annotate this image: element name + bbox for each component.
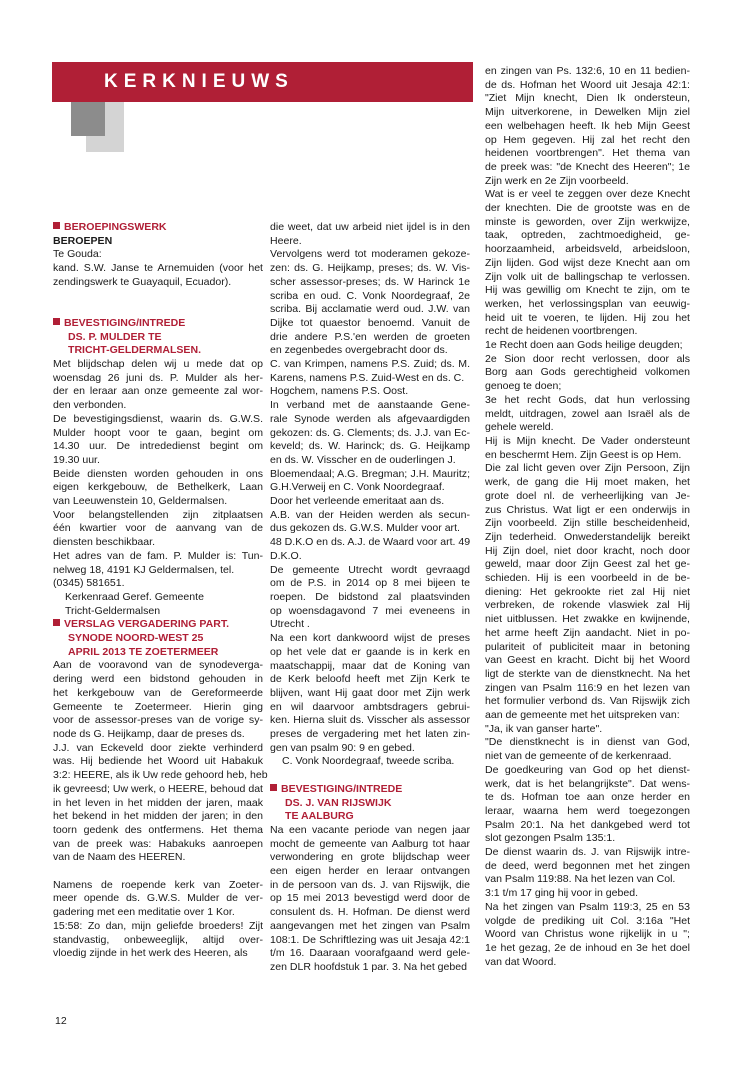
text-line: 19.30 uur. (53, 453, 100, 466)
text-line: heid uit te voeren, te lijden. Hij zou het (485, 311, 690, 324)
text-line: keveld; ds. W. Harinck; ds. G. Heijkamp (270, 440, 470, 453)
text-line: drie andere P.S.'en werden de groeten (270, 330, 470, 343)
text-line: De gemeente Utrecht wordt gevraagd (270, 563, 470, 576)
text-line: de Kerk beloofd heeft met Zijn Kerk te (270, 673, 470, 686)
text-line: schieden. Hij is een voorbeeld in de be- (485, 572, 690, 585)
text-line: Het adres van de fam. P. Mulder is: Tun- (53, 549, 263, 562)
text-line: Heere. (270, 234, 302, 247)
text-line: van Psalm 119:88. Na het lezen van Col. (485, 873, 676, 886)
text-line: Namens de roepende kerk van Zoeter- (53, 878, 263, 891)
text-line: De dienst waarin ds. J. van Rijswijk intre- (485, 846, 690, 859)
text-line: voor de assessor-preses van de vorige sy- (53, 714, 263, 727)
text-line: zen DLR hoofdstuk 1 par. 3. Na het gebed (270, 960, 468, 973)
text-line: slot gezongen Psalm 135:1. (485, 832, 616, 845)
text-column-middle (270, 221, 470, 975)
text-line: van de preek was: Habakuks aanroepen (53, 837, 263, 850)
text-line: dus gekozen ds. G.W.S. Mulder voor art. (270, 522, 460, 535)
section-heading: TRICHT-GELDERMALSEN. (68, 344, 202, 357)
text-line: van dat Woord. (485, 955, 557, 968)
text-line: Die zal licht geven over Zijn Persoon, Zijn (485, 462, 690, 475)
text-line: van Geest en kracht. Dicht bij het Woord (485, 654, 690, 667)
text-line: Voor belangstellenden zijn zitplaatsen (53, 508, 263, 521)
section-heading: DS. J. VAN RIJSWIJK (285, 796, 392, 809)
text-line: op 15 mei 2013 bevestigd werd door de (270, 892, 470, 905)
text-line: consulent ds. H. Hofman. De dienst werd (270, 906, 470, 919)
heading-bullet-icon (270, 784, 277, 791)
text-line: Woord van Christus wone rijkelijk in u "; (485, 928, 690, 941)
text-line: D.K.O. (270, 549, 302, 562)
text-line: Hij was gewillig om Knecht te zijn, om te (485, 284, 690, 297)
text-line: om de P.S. in 2014 op 8 mei bijeen te (270, 577, 470, 590)
text-line: zendingswerk te Guayaquil, Ecuador). (53, 275, 232, 288)
text-line: dering werd een bidstond gehouden in (53, 673, 263, 686)
section-heading: BEVESTIGING/INTREDE (53, 317, 263, 331)
text-line: diening: Het gekrookte riet zal Hij niet (485, 585, 690, 598)
text-line: den verbonden. (53, 399, 127, 412)
text-line: G.H.Verweij en C. Vonk Noordegraaf. (270, 481, 445, 494)
text-line: In verband met de aanstaande Gene- (270, 399, 470, 412)
text-line: het arme heeft Zijn aandacht. Niet in po- (485, 626, 690, 639)
text-line: zen: ds. G. Heijkamp, preses; ds. W. Vis- (270, 262, 470, 275)
text-line: Zijn werk en 2e Zijn voorbeeld. (485, 174, 629, 187)
text-line: was. Hij bediende het Woord uit Habakuk (53, 755, 263, 768)
text-line: taak, optreden, zachtmoedigheid, ge- (485, 229, 690, 242)
text-line: der knechten. Die de grootste was en de (485, 202, 690, 215)
text-line: Door het verleende emeritaat aan ds. (270, 495, 445, 508)
text-line: hoorzaamheid, arbeidsveld, arbeidsloon, (485, 243, 690, 256)
text-line: Utrecht . (270, 618, 310, 631)
text-line: "Ziet Mijn knecht, Dien Ik ondersteun, (485, 92, 690, 105)
text-line: grote doel nl. de verheerlijking van Je- (485, 489, 690, 502)
text-line: op woensdagavond 7 mei eveneens in (270, 604, 470, 617)
text-line: ligt de sterkte van de dienstknecht. Na het (485, 667, 690, 680)
text-line: Mijn uitverkorene, in Dewelken Mijn ziel (485, 106, 690, 119)
text-line: minste is geworden, over Zijn werkwijze, (485, 215, 690, 228)
text-line: niet van de gemeente of de kerkenraad. (485, 750, 672, 763)
text-line: (0345) 581651. (53, 577, 125, 590)
text-line: zingen van Psalm 116:9 en het lezen van (485, 681, 690, 694)
heading-bullet-icon (53, 318, 60, 325)
text-line: Wat is er veel te zeggen over deze Knecht (485, 188, 690, 201)
text-line: die weet, dat uw arbeid niet ijdel is in den (270, 221, 470, 233)
text-line: Psalm 20:1. Na het dankgebed werd tot (485, 818, 690, 831)
text-line: volgde de prediking uit Col. 3:16a "Het (485, 914, 690, 927)
text-line: scriba en oud. C. Vonk Noordegraaf, 2e (270, 289, 470, 302)
text-line: 108:1. De Schriftlezing was uit Jesaja 42:1 (270, 933, 470, 946)
text-line: werk, de gang die Hij moet maken, het (485, 476, 690, 489)
text-line: en ds. W. Visscher en de ouderlingen J. (270, 453, 456, 466)
text-line: leraar, waarna hem werd toegezongen (485, 804, 690, 817)
text-line: 14.30 uur. De intrededienst begint om (53, 440, 263, 453)
text-line: en zingen van Ps. 132:6, 10 en 11 bedien- (485, 65, 690, 77)
text-line: niet uitblussen. Het zwakke en kwijnende, (485, 613, 690, 626)
text-line: meldt, uitdragen, zowel aan Israël als de (485, 407, 690, 420)
text-line: van de Naam des HEEREN. (53, 851, 186, 864)
text-line: Gemeente te Zoetermeer. Hierin ging (53, 700, 263, 713)
signature-line: Tricht-Geldermalsen (65, 604, 161, 617)
text-line: mocht de gemeente van Aalburg tot haar (270, 837, 470, 850)
text-line: node ds G. Heijkamp, daar de preses ds. (53, 727, 245, 740)
section-title: KERKNIEUWS (104, 71, 294, 92)
text-line: toorn gedenk des ontfermens. Het thema (53, 823, 263, 836)
text-line: een welbehagen heeft. Ik heb Mijn Geest (485, 119, 690, 132)
section-heading: VERSLAG VERGADERING PART. (53, 618, 263, 632)
text-line: werk, dat is het belangrijkste". Dat wens- (485, 777, 690, 790)
heading-bullet-icon (53, 222, 60, 229)
section-heading: SYNODE NOORD-WEST 25 (68, 632, 204, 645)
text-line: Mulder hoopt voor te gaan, begint om (53, 426, 263, 439)
text-line: zus Christus. Wat ligt er een onderwijs in (485, 503, 690, 516)
text-line: 3e het recht Gods, dat hun verlossing (485, 393, 690, 406)
text-line: meer opende ds. G.W.S. Mulder de ver- (53, 892, 263, 905)
text-line: woensdag 26 juni ds. P. Mulder als her- (53, 371, 263, 384)
text-line: 3:1 t/m 17 ging hij voor in gebed. (485, 887, 639, 900)
text-line: vloedig zijnde in het werk des Heeren, als (53, 947, 248, 960)
text-line: geweld, maar door Zijn Geest zal het ge- (485, 558, 690, 571)
text-line: het bekend in het midden der jaren; in den (53, 810, 263, 823)
text-line: gekozen: ds. G. Clements; ds. J.J. van Ec- (270, 426, 470, 439)
text-line: Karens, namens P.S. Zuid-West en ds. C. (270, 371, 465, 384)
text-line: in het leven in het midden der jaren, maak (53, 796, 263, 809)
section-heading: APRIL 2013 TE ZOETERMEER (68, 645, 219, 658)
text-line: en wil daarvoor ambtsdragers gebrui- (270, 700, 470, 713)
text-line: en beschermt Hem. Zijn Geest is op Hem. (485, 448, 682, 461)
section-heading: BEVESTIGING/INTREDE (270, 783, 470, 797)
text-line: diensten beschikbaar. (53, 536, 156, 549)
heading-bullet-icon (53, 619, 60, 626)
text-line: Aan de vooravond van de synodeverga- (53, 659, 263, 672)
text-line: werken, het verlossingsplan van eeuwig- (485, 297, 690, 310)
text-line: gadering met een meditatie over 1 Kor. (53, 906, 235, 919)
blank-line (53, 290, 263, 304)
text-line: Zijn tederheid. Onwederstandelijk bereikt (485, 530, 690, 543)
text-line: t/m 16. Daaraan voorafgaand werd gele- (270, 947, 470, 960)
text-line: De goedkeuring van God op het dienst- (485, 763, 690, 776)
text-line: blijven, want Hij gaat door met Zijn werk (270, 686, 470, 699)
text-line: rale Synode werden als afgevaardigden (270, 412, 470, 425)
subheading: BEROEPEN (53, 234, 113, 247)
text-line: Beide diensten worden gehouden in ons (53, 467, 263, 480)
text-line: te ds. Hofman toe aan onze herder en (485, 791, 690, 804)
text-line: een eigen herder en leraar ontvangen (270, 865, 470, 878)
text-line: 2e Sion door recht verlossen, door als (485, 352, 690, 365)
text-line: de deed, werd begonnen met het zingen (485, 859, 690, 872)
signature-line: Kerkenraad Geref. Gemeente (65, 590, 204, 603)
signature-line: C. Vonk Noordegraaf, tweede scriba. (282, 755, 455, 768)
decorative-square-dark (71, 102, 105, 136)
text-line: nelweg 18, 4191 KJ Geldermalsen, tel. (53, 563, 235, 576)
text-line: scher assessor-preses; ds. W Harinck 1e (270, 275, 470, 288)
text-column-left (53, 221, 268, 961)
section-heading: TE AALBURG (285, 810, 354, 823)
text-line: Met blijdschap delen wij u mede dat op (53, 358, 263, 370)
text-line: 3:2: HEERE, als ik Uw rede gehoord heb, heb (53, 769, 268, 782)
text-line: Zijn lijden. God wijst deze Knecht aan om (485, 256, 690, 269)
text-line: Na een vacante periode van negen jaar (270, 823, 470, 836)
text-line: maatschappij, maar dat de Koning van (270, 659, 470, 672)
text-line: het kerkgebouw van de Gereformeerde (53, 686, 263, 699)
blank-line (53, 303, 263, 317)
text-line: pulariteit of publiciteit maar in betoning (485, 640, 690, 653)
text-line: Zijn volk uit de ballingschap te verlossen. (485, 270, 690, 283)
text-line: Na het zingen van Psalm 119:3, 25 en 53 (485, 900, 690, 913)
text-line: recht de heidenen voortbrengen. (485, 325, 638, 338)
text-line: de ds. Hofman het Woord uit Jesaja 42:1: (485, 78, 690, 91)
text-line: Dijke tot quaestor benoemd. Vanuit de (270, 316, 470, 329)
text-line: aangevangen met het zingen van Psalm (270, 919, 470, 932)
text-line: Vervolgens werd tot moderamen gekoze- (270, 248, 470, 261)
text-line: Na een kort dankwoord wijst de preses (270, 632, 470, 645)
text-line: De bevestigingsdienst, waarin ds. G.W.S. (53, 412, 263, 425)
page-number: 12 (55, 1015, 67, 1027)
text-line: gen van psalm 90: 9 en gebed. (270, 741, 415, 754)
text-line: ik gevreesd; Uw werk, o HEERE, behoud dat (53, 782, 263, 795)
text-line: C. van Krimpen, namens P.S. Zuid; ds. M. (270, 358, 470, 371)
text-line: ken. Hierna sluit ds. Visscher als assessor (270, 714, 470, 727)
text-line: verwondering en grote blijdschap weer (270, 851, 470, 864)
text-line: verbreken, de rokende vlaswiek zal Hij (485, 599, 690, 612)
text-line: één kwartier voor de aanvang van de (53, 522, 263, 535)
text-line: preses de vergadering met het laten zin- (270, 728, 470, 741)
text-line: gehele wereld. (485, 421, 554, 434)
text-line: "Ja, ik van ganser harte". (485, 722, 603, 735)
text-line: eigen kerkgebouw, de Bethelkerk, Laan (53, 481, 263, 494)
text-line: kand. S.W. Janse te Arnemuiden (voor het (53, 262, 263, 275)
text-line: 1e Recht doen aan Gods heilige deugden; (485, 339, 683, 352)
text-line: 15:58: Zo dan, mijn geliefde broeders! Zijt (53, 919, 263, 932)
text-line: Zijn voorbeeld. Zijn stille bescheidenheid, (485, 517, 690, 530)
text-column-right (485, 65, 690, 969)
text-line: Hij is Mijn knecht. De Vader ondersteunt (485, 434, 690, 447)
text-line: aan de gemeente met het uitspreken van: (485, 709, 680, 722)
text-line: Hij Zijn doel, niet door kracht, noch door (485, 544, 690, 557)
text-line: der en leraar aan onze gemeente zal wor- (53, 385, 263, 398)
text-line: standvastig, onbeweeglijk, altijd over- (53, 933, 263, 946)
text-line: van Leeuwenstein 10, Geldermalsen. (53, 495, 228, 508)
text-line: op Hem gegeven. Hij zal het recht den (485, 133, 690, 146)
blank-line (53, 865, 263, 879)
text-line: roepen. De bidstond zal plaatsvinden (270, 590, 470, 603)
text-line: Borg aan Gods gerechtigheid volkomen (485, 366, 690, 379)
text-line: Hogchem, namens P.S. Oost. (270, 385, 409, 398)
text-line: genoeg te doen; (485, 380, 562, 393)
text-line: de preek was: "de Knecht des Heeren"; 1e (485, 160, 690, 173)
text-line: scriba. Bij acclamatie werd oud. J.W. van (270, 303, 470, 316)
text-line: heidenen voortbrengen". Het thema van (485, 147, 690, 160)
text-line: in de persoon van ds. J. van Rijswijk, die (270, 878, 470, 891)
text-line: het formulier verbond ds. Van Rijswijk zich (485, 695, 690, 708)
text-line: "De dienstknecht is in dienst van God, (485, 736, 690, 749)
text-line: J.J. van Eckeveld door ziekte verhinderd (53, 741, 263, 754)
section-heading: BEROEPINGSWERK (53, 221, 263, 235)
text-line: 48 D.K.O en ds. A.J. de Waard voor art. 49 (270, 536, 471, 549)
text-line: en zegenbedes overgebracht door ds. (270, 344, 448, 357)
text-line: op het vele dat er gaande is in kerk en (270, 645, 470, 658)
text-line: A.B. van der Heiden werden als secun- (270, 508, 470, 521)
section-heading: DS. P. MULDER TE (68, 330, 162, 343)
text-line: Te Gouda: (53, 248, 102, 261)
blank-line (270, 769, 470, 783)
text-line: 1e het gezag, 2e de inhoud en 3e het doel (485, 942, 690, 954)
text-line: Bloemendaal; A.G. Bregman; J.H. Mauritz; (270, 467, 470, 480)
